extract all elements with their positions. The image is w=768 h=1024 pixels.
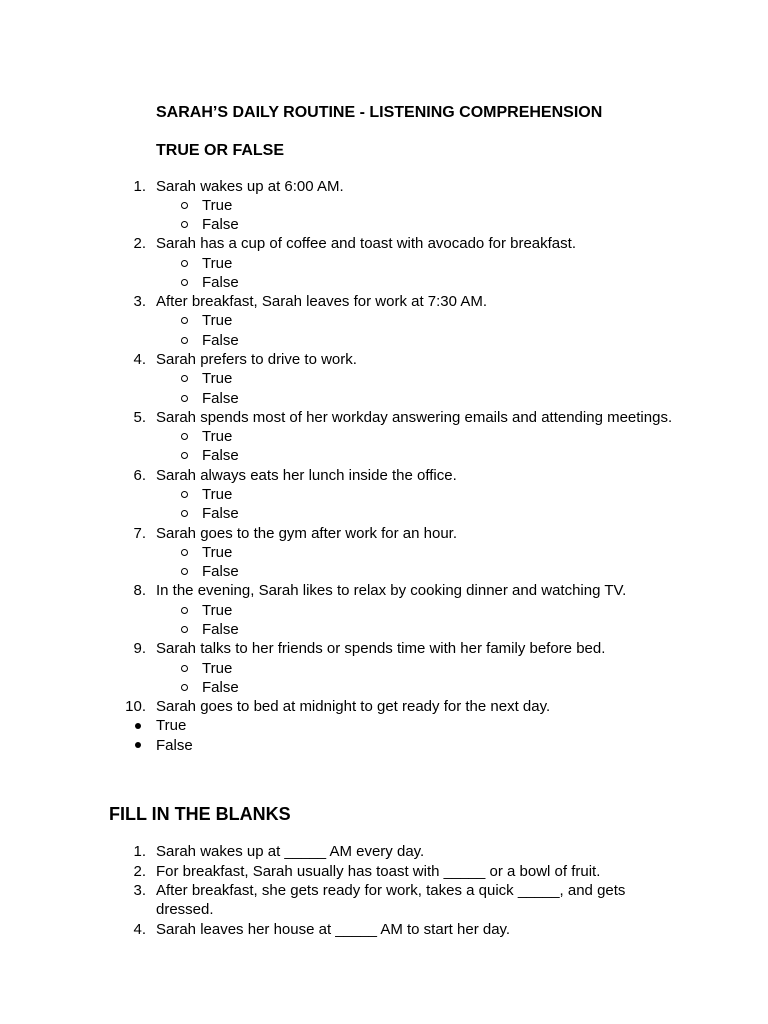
option-false-label: False bbox=[202, 216, 239, 233]
radio-false[interactable] bbox=[181, 452, 188, 459]
question-text: Sarah goes to the gym after work for an hour. bbox=[156, 525, 457, 542]
option-false-label: False bbox=[202, 563, 239, 580]
item-number: 4. bbox=[133, 921, 146, 938]
question-number: 10. bbox=[125, 698, 146, 715]
option-true-label: True bbox=[202, 428, 233, 445]
question-number: 6. bbox=[133, 467, 146, 484]
radio-true[interactable] bbox=[181, 607, 188, 614]
question-text: Sarah prefers to drive to work. bbox=[156, 351, 357, 368]
option-false-label: False bbox=[202, 679, 239, 696]
question-number: 2. bbox=[133, 235, 146, 252]
radio-false[interactable] bbox=[181, 626, 188, 633]
radio-true[interactable] bbox=[181, 665, 188, 672]
radio-false[interactable] bbox=[181, 395, 188, 402]
option-false-label: False bbox=[202, 390, 239, 407]
question-text: Sarah wakes up at 6:00 AM. bbox=[156, 178, 344, 195]
true-false-heading: TRUE OR FALSE bbox=[156, 142, 285, 159]
option-true-label: True bbox=[202, 197, 233, 214]
page-title: SARAH’S DAILY ROUTINE - LISTENING COMPREHENSION bbox=[156, 104, 603, 121]
question-number: 9. bbox=[133, 640, 146, 657]
bullet-true[interactable] bbox=[135, 723, 141, 729]
question-number: 1. bbox=[133, 178, 146, 195]
option-false-label: False bbox=[202, 274, 239, 291]
radio-true[interactable] bbox=[181, 433, 188, 440]
radio-true[interactable] bbox=[181, 202, 188, 209]
question-number: 5. bbox=[133, 409, 146, 426]
option-true-label: True bbox=[202, 312, 233, 329]
radio-true[interactable] bbox=[181, 317, 188, 324]
radio-false[interactable] bbox=[181, 510, 188, 517]
radio-true[interactable] bbox=[181, 375, 188, 382]
radio-false[interactable] bbox=[181, 568, 188, 575]
option-false-label: False bbox=[202, 447, 239, 464]
question-text: In the evening, Sarah likes to relax by cooking dinner and watching TV. bbox=[156, 582, 627, 599]
option-false-label: False bbox=[202, 505, 239, 522]
radio-true[interactable] bbox=[181, 260, 188, 267]
question-text: Sarah always eats her lunch inside the office. bbox=[156, 467, 457, 484]
item-number: 1. bbox=[133, 843, 146, 860]
item-number: 2. bbox=[133, 863, 146, 880]
radio-true[interactable] bbox=[181, 491, 188, 498]
question-number: 4. bbox=[133, 351, 146, 368]
item-text: Sarah leaves her house at _____ AM to start her day. bbox=[156, 921, 511, 938]
option-true-label: True bbox=[202, 660, 233, 677]
option-true-label: True bbox=[202, 370, 233, 387]
bullet-false[interactable] bbox=[135, 742, 141, 748]
question-text: Sarah has a cup of coffee and toast with avocado for breakfast. bbox=[156, 235, 576, 252]
radio-false[interactable] bbox=[181, 279, 188, 286]
radio-false[interactable] bbox=[181, 337, 188, 344]
option-false-label: False bbox=[156, 737, 193, 754]
option-true-label: True bbox=[202, 486, 233, 503]
item-text-continued: dressed. bbox=[156, 901, 214, 918]
radio-true[interactable] bbox=[181, 549, 188, 556]
option-true-label: True bbox=[156, 717, 187, 734]
question-text: Sarah goes to bed at midnight to get ready for the next day. bbox=[156, 698, 551, 715]
option-true-label: True bbox=[202, 602, 233, 619]
option-false-label: False bbox=[202, 621, 239, 638]
option-true-label: True bbox=[202, 544, 233, 561]
item-text: Sarah wakes up at _____ AM every day. bbox=[156, 843, 425, 860]
option-true-label: True bbox=[202, 255, 233, 272]
item-text: After breakfast, she gets ready for work, takes a quick _____, and gets bbox=[156, 882, 626, 899]
question-text: After breakfast, Sarah leaves for work at 7:30 AM. bbox=[156, 293, 487, 310]
radio-false[interactable] bbox=[181, 684, 188, 691]
option-false-label: False bbox=[202, 332, 239, 349]
fill-blanks-heading: FILL IN THE BLANKS bbox=[109, 804, 291, 824]
question-number: 8. bbox=[133, 582, 146, 599]
item-text: For breakfast, Sarah usually has toast with _____ or a bowl of fruit. bbox=[156, 863, 601, 880]
question-text: Sarah talks to her friends or spends time with her family before bed. bbox=[156, 640, 606, 657]
question-text: Sarah spends most of her workday answering emails and attending meetings. bbox=[156, 409, 673, 426]
question-number: 3. bbox=[133, 293, 146, 310]
question-number: 7. bbox=[133, 525, 146, 542]
radio-false[interactable] bbox=[181, 221, 188, 228]
item-number: 3. bbox=[133, 882, 146, 899]
